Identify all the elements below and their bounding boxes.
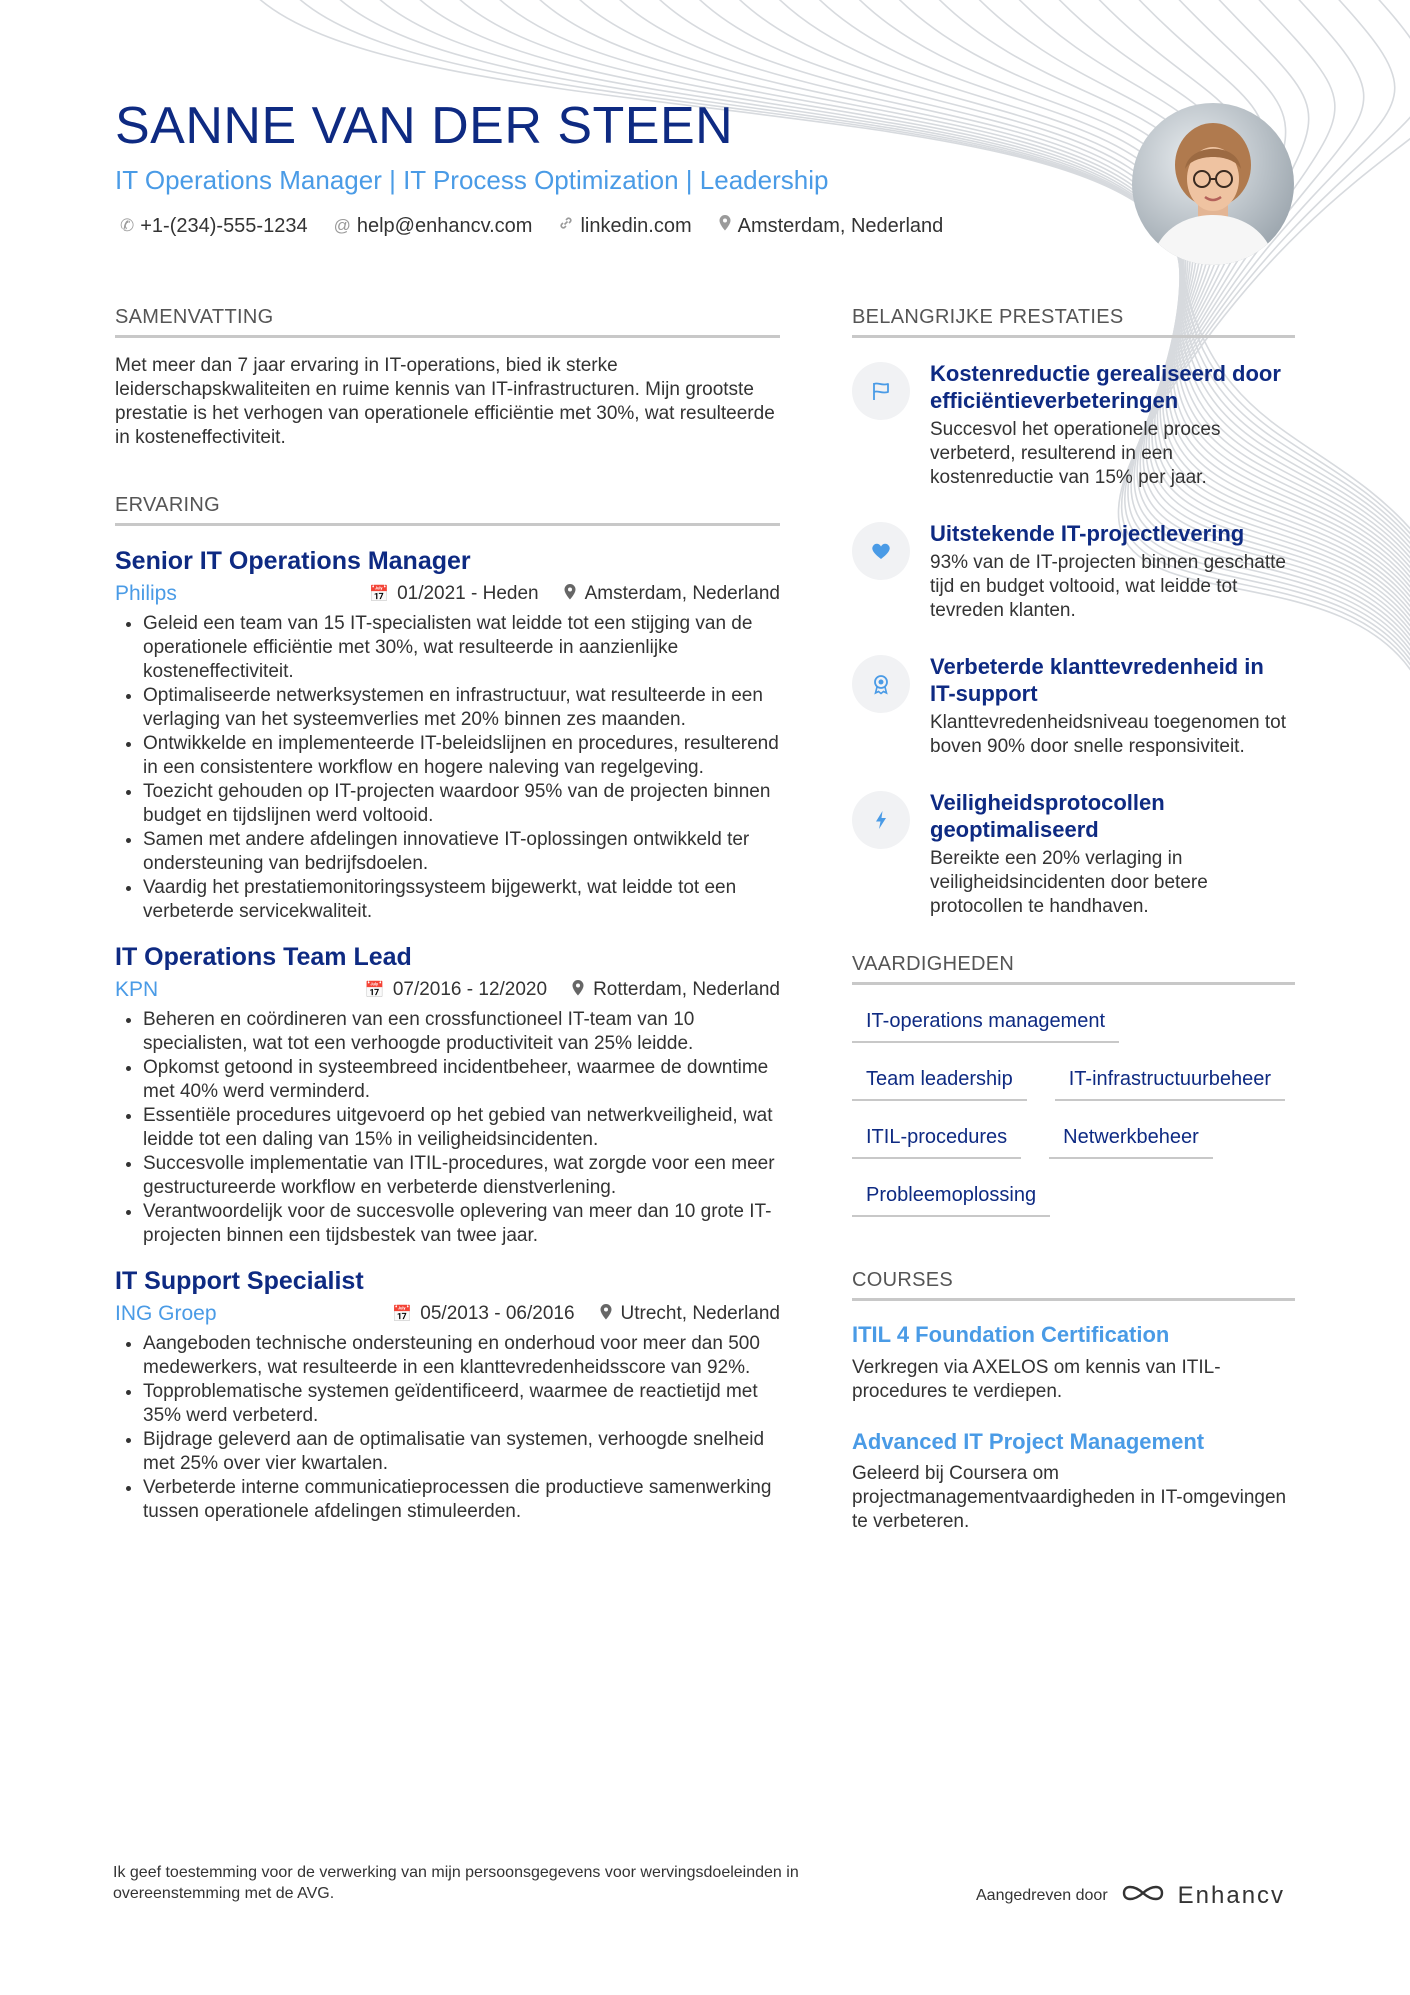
job-bullet: • Vaardig het prestatiemonitoringssysteem bijgewerkt, wat leidde tot een verbeterde servicekwaliteit. (143, 876, 780, 924)
section-title-experience: ERVARING (115, 494, 780, 526)
calendar-icon: 📅 (364, 982, 385, 999)
job-bullet: • Samen met andere afdelingen innovatieve IT-oplossingen ontwikkeld ter ondersteuning van bedrijfsdoelen. (143, 828, 780, 876)
company-name: ING Groep (115, 1302, 217, 1325)
location-icon (563, 583, 577, 606)
course-title: ITIL 4 Foundation Certification (852, 1322, 1170, 1347)
achievement-item (852, 653, 1295, 759)
calendar-icon: 📅 (369, 586, 390, 603)
link-icon (558, 215, 574, 237)
section-title-skills: VAARDIGHEDEN (852, 953, 1295, 985)
bolt-icon (852, 791, 910, 849)
job-entry (115, 1266, 780, 1524)
job-title: IT Support Specialist (115, 1267, 364, 1295)
skill-tag: IT-operations management (852, 1003, 1119, 1043)
location-icon (599, 1303, 613, 1326)
job-bullet: • Verantwoordelijk voor de succesvolle oplevering van meer dan 10 grote IT-projecten binnen een tijdsbestek van twee jaar. (143, 1200, 780, 1248)
achievement-title: Veiligheidsprotocollen geoptimaliseerd (930, 790, 1165, 842)
experience-section (115, 494, 780, 1524)
candidate-name: SANNE VAN DER STEEN (115, 97, 734, 155)
candidate-tagline: IT Operations Manager | IT Process Optimization | Leadership (115, 165, 829, 195)
left-column (115, 306, 780, 1542)
section-title-summary: SAMENVATTING (115, 306, 780, 338)
phone-icon: ✆ (120, 215, 135, 235)
job-bullet: • Beheren en coördineren van een crossfunctioneel IT-team van 10 specialisten, wat tot een verhoogde productiviteit van 25% leidde. (143, 1008, 780, 1056)
gdpr-consent: Ik geef toestemming voor de verwerking van mijn persoonsgegevens voor wervingsdoeleinden in overeenstemming met de AVG. (113, 1864, 799, 1902)
achievement-title: Kostenreductie gerealiseerd door efficiëntieverbeteringen (930, 361, 1281, 413)
job-bullet: • Aangeboden technische ondersteuning en onderhoud voor meer dan 500 medewerkers, wat resulteerde in een klanttevredenheidsscore van 92%. (143, 1332, 780, 1380)
job-bullet: • Ontwikkelde en implementeerde IT-beleidslijnen en procedures, resulterend in een consistentere workflow en hogere naleving van regelgeving. (143, 732, 780, 780)
job-bullet: • Verbeterde interne communicatieprocessen die productieve samenwerking tussen operationele afdelingen stimuleerden. (143, 1476, 780, 1524)
contact-email[interactable]: @ help@enhancv.com (333, 215, 533, 237)
company-name: KPN (115, 978, 159, 1001)
enhancv-brand: Enhancv (1177, 1881, 1286, 1909)
right-column (852, 306, 1295, 1558)
job-entry (115, 942, 780, 1248)
job-entry (115, 546, 780, 924)
skill-tag: Team leadership (852, 1061, 1027, 1101)
award-icon (852, 655, 910, 713)
job-bullet: • Optimaliseerde netwerksystemen en infrastructuur, wat resulteerde in een verlaging van het systeemverlies met 20% binnen zes maanden. (143, 684, 780, 732)
contact-info (120, 213, 943, 239)
powered-by[interactable] (976, 1880, 1285, 1911)
skills-list (852, 1003, 1295, 1217)
job-meta (115, 582, 780, 606)
job-bullet: • Succesvolle implementatie van ITIL-procedures, wat zorgde voor een meer gestructureerde workflow en verbeterde dienstverlening. (143, 1152, 780, 1200)
job-location: Utrecht, Nederland (620, 1303, 780, 1324)
course-title: Advanced IT Project Management (852, 1428, 1205, 1454)
heart-icon (852, 522, 910, 580)
job-dates: 01/2021 - Heden (397, 583, 539, 604)
achievements-section (852, 306, 1295, 919)
calendar-icon: 📅 (392, 1306, 413, 1323)
enhancv-logo-icon (1120, 1880, 1166, 1911)
achievement-text: Succesvol het operationele proces verbeterd, resulterend in een kostenreductie van 15% per jaar. (930, 419, 1221, 488)
job-meta (115, 1302, 780, 1326)
job-dates: 05/2013 - 06/2016 (420, 1303, 575, 1324)
summary-text: Met meer dan 7 jaar ervaring in IT-operations, bied ik sterke leiderschapskwaliteiten en ruime kennis van IT-infrastructuren. Mijn grootste prestatie is het verhogen van operationele efficiëntie met 30%, wat resulteerde in kosteneffectiviteit. (115, 355, 775, 448)
achievement-text: 93% van de IT-projecten binnen geschatte tijd en budget voltooid, wat leidde tot tevreden klanten. (930, 552, 1286, 621)
job-bullet: • Geleid een team van 15 IT-specialisten wat leidde tot een stijging van de operationele efficiëntie met 30%, wat resulteerde in aanzienlijke kosteneffectiviteit. (143, 612, 780, 684)
job-title: Senior IT Operations Manager (115, 547, 471, 575)
skills-section (852, 953, 1295, 1217)
course-item (852, 1321, 1295, 1404)
skill-tag: Netwerkbeheer (1049, 1119, 1213, 1159)
courses-section (852, 1269, 1295, 1534)
skill-tag: IT-infrastructuurbeheer (1055, 1061, 1285, 1101)
course-text: Verkregen via AXELOS om kennis van ITIL-procedures te verdiepen. (852, 1356, 1221, 1402)
location-icon (571, 979, 585, 1002)
course-text: Geleerd bij Coursera om projectmanagementvaardigheden in IT-omgevingen te verbeteren. (852, 1463, 1287, 1533)
achievement-item (852, 360, 1295, 490)
contact-linkedin[interactable]: linkedin.com (558, 213, 691, 239)
job-bullet: • Bijdrage geleverd aan de optimalisatie van systemen, verhoogde snelheid met 25% over vier kwartalen. (143, 1428, 780, 1476)
achievement-item (852, 789, 1295, 919)
summary-section (115, 306, 780, 450)
job-dates: 07/2016 - 12/2020 (392, 979, 548, 1000)
job-bullets (115, 1008, 780, 1248)
contact-phone: ✆ +1-(234)-555-1234 (120, 215, 308, 237)
job-meta (115, 978, 780, 1002)
achievement-title: Verbeterde klanttevredenheid in IT-support (930, 654, 1264, 706)
section-title-courses: COURSES (852, 1269, 1295, 1301)
job-bullet: • Topproblematische systemen geïdentificeerd, waarmee de reactietijd met 35% werd verbeterd. (143, 1380, 780, 1428)
job-bullet: • Essentiële procedures uitgevoerd op het gebied van netwerkveiligheid, wat leidde tot een daling van 15% in veiligheidsincidenten. (143, 1104, 780, 1152)
powered-by-label: Aangedreven door (976, 1886, 1108, 1904)
job-bullet: • Opkomst getoond in systeembreed incidentbeheer, waarmee de downtime met 40% werd verminderd. (143, 1056, 780, 1104)
job-bullets (115, 612, 780, 924)
section-title-achievements: BELANGRIJKE PRESTATIES (852, 306, 1295, 338)
job-bullet: • Toezicht gehouden op IT-projecten waardoor 95% van de projecten binnen budget en tijdslijnen werd voltooid. (143, 780, 780, 828)
achievement-item (852, 520, 1295, 623)
achievement-text: Klanttevredenheidsniveau toegenomen tot boven 90% door snelle responsiviteit. (930, 712, 1286, 757)
job-location: Amsterdam, Nederland (584, 583, 780, 604)
job-location: Rotterdam, Nederland (593, 979, 780, 1000)
achievement-text: Bereikte een 20% verlaging in veiligheidsincidenten door betere protocollen te handhaven. (930, 848, 1208, 917)
at-icon: @ (333, 215, 351, 235)
location-icon (718, 214, 732, 238)
profile-photo (1132, 103, 1294, 265)
skill-tag: ITIL-procedures (852, 1119, 1021, 1159)
flag-icon (852, 362, 910, 420)
achievement-title: Uitstekende IT-projectlevering (930, 521, 1245, 546)
job-title: IT Operations Team Lead (115, 943, 412, 971)
skill-tag: Probleemoplossing (852, 1177, 1050, 1217)
job-bullets (115, 1332, 780, 1524)
company-name: Philips (115, 582, 177, 605)
contact-location: Amsterdam, Nederland (718, 213, 944, 239)
course-item (852, 1428, 1295, 1535)
